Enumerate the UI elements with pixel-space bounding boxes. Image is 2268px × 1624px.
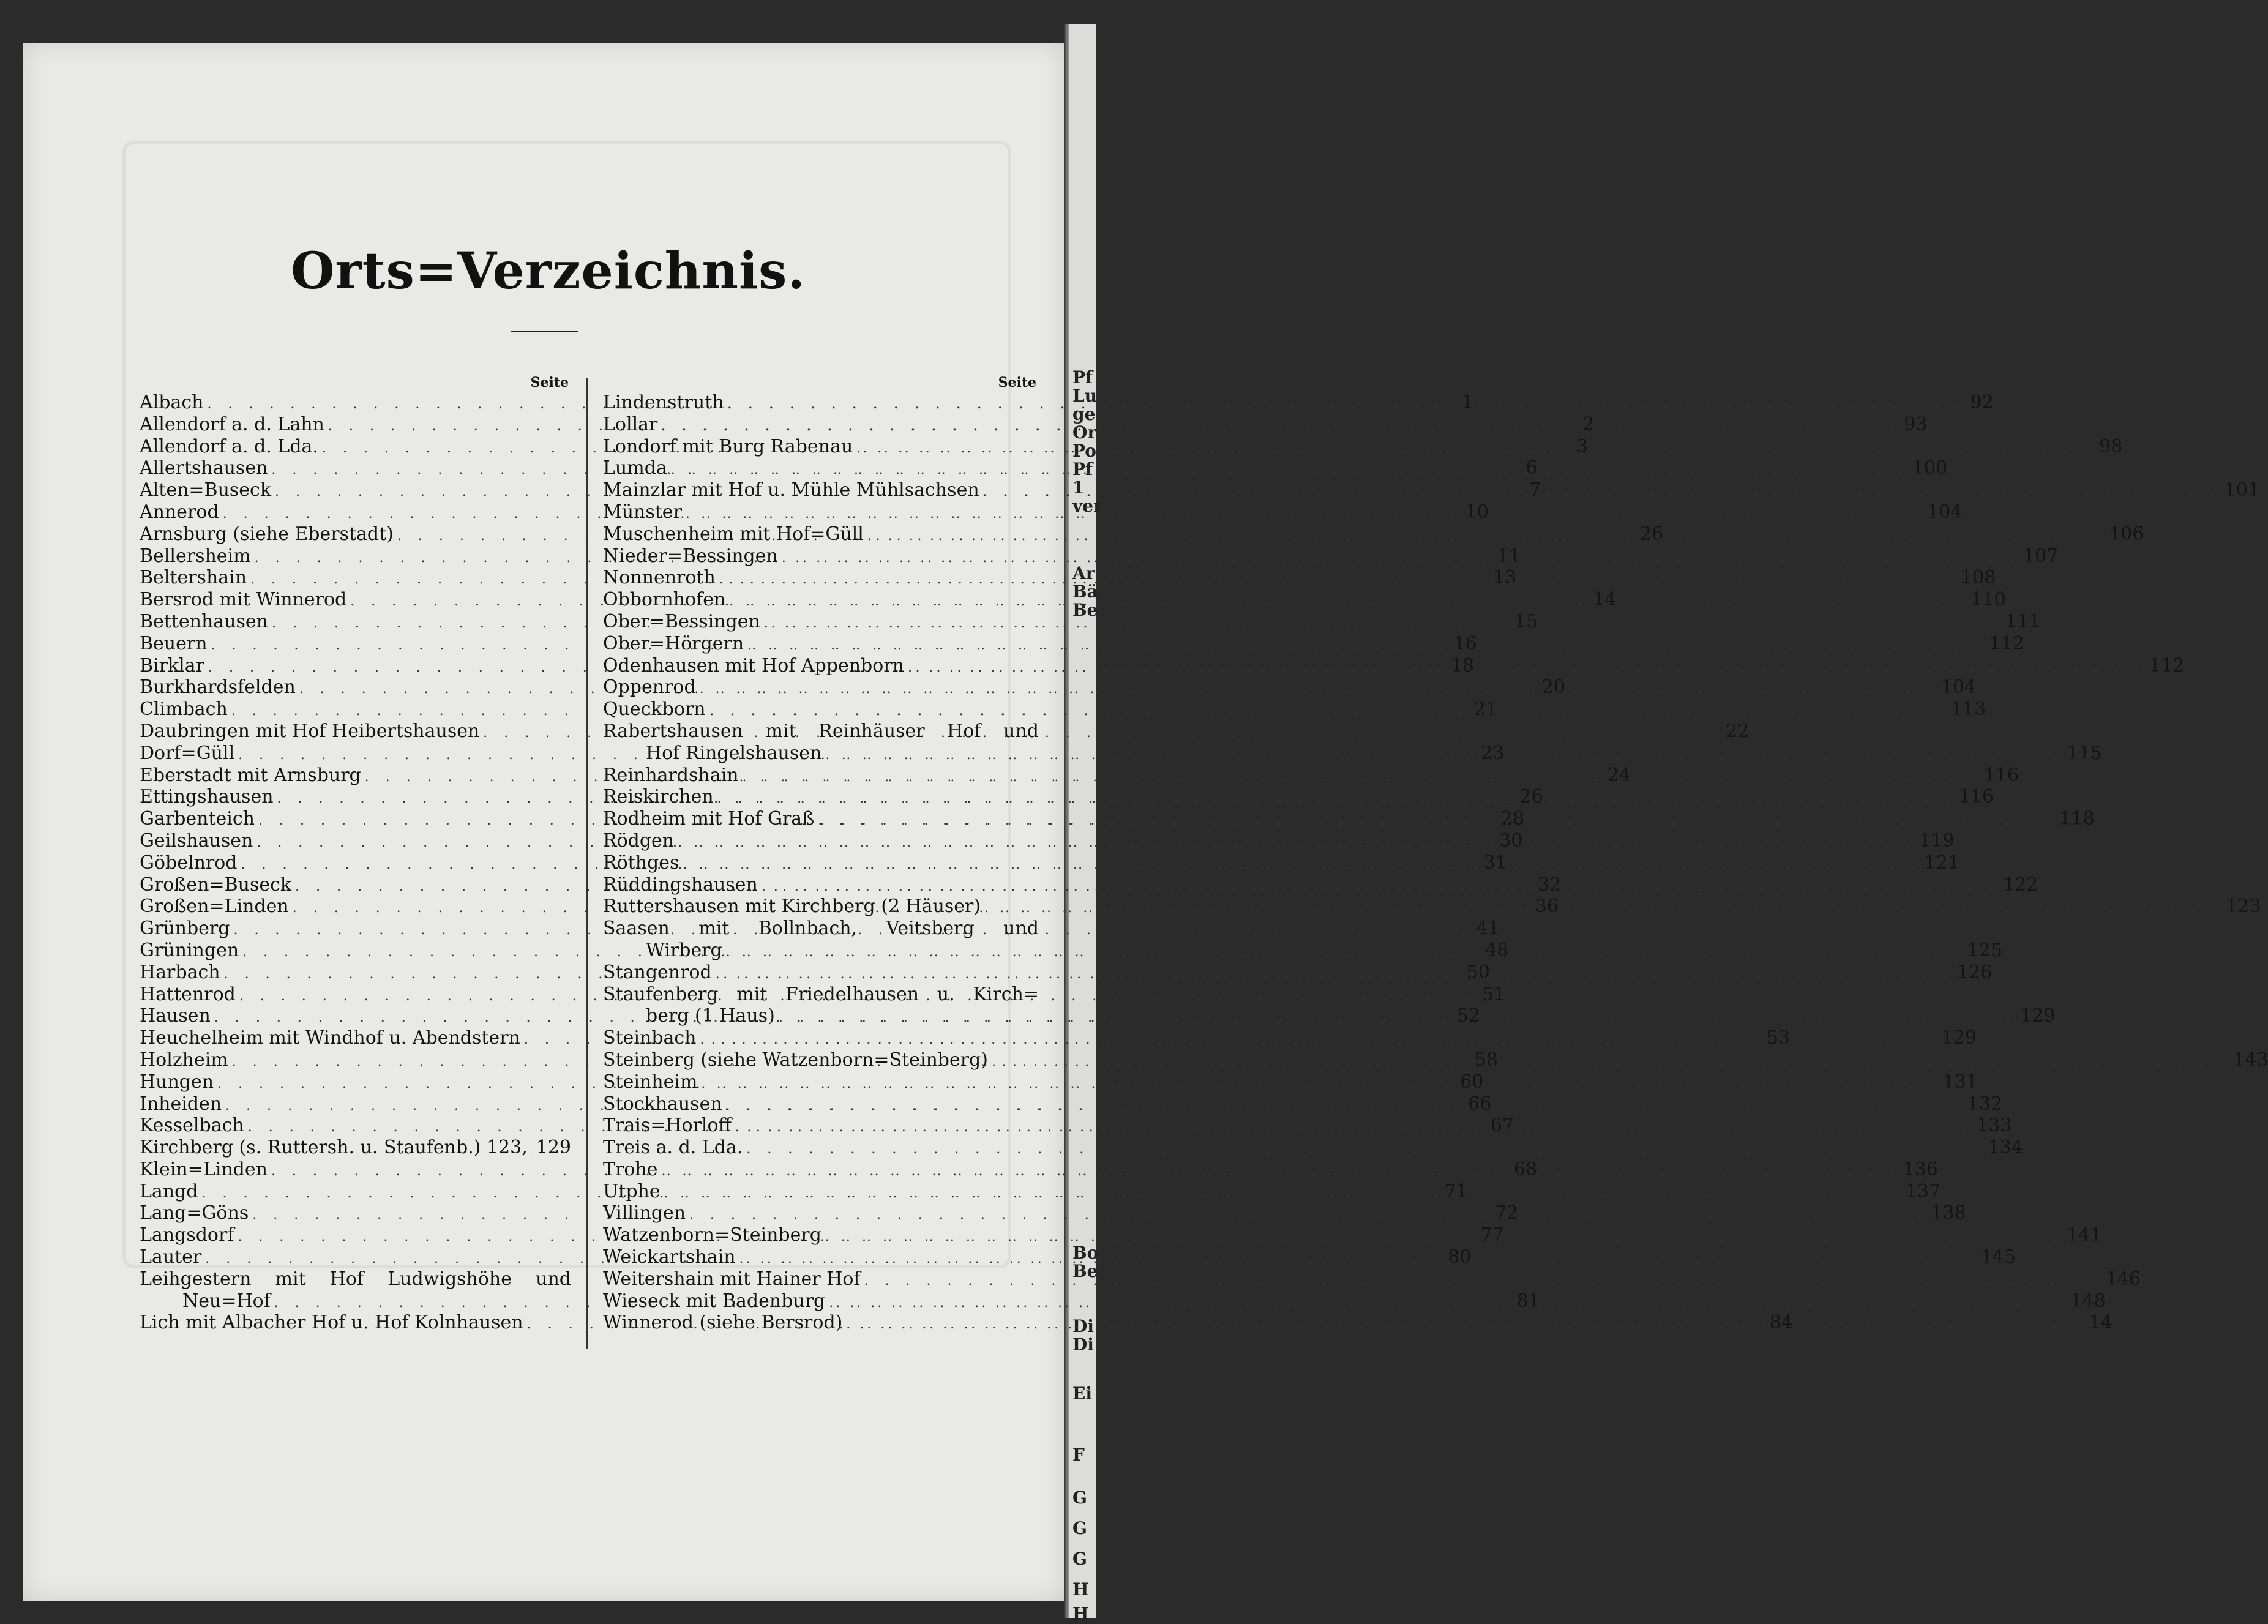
page-number: 71 — [1444, 1180, 1468, 1202]
leader-dots — [984, 897, 2222, 919]
page-number: 129 — [2020, 1005, 2056, 1027]
place-name: Odenhausen mit Hof Appenborn — [603, 654, 904, 676]
page-number: 115 — [2067, 742, 2102, 764]
adjacent-page-text: Di — [1072, 1316, 1094, 1336]
page-number: 26 — [1519, 786, 1543, 808]
page-number: 16 — [1453, 632, 1477, 654]
page-number: 72 — [1495, 1202, 1519, 1224]
page-number: 138 — [1931, 1202, 1966, 1224]
adjacent-page-text: H — [1072, 1579, 1089, 1600]
page-number: 10 — [1465, 501, 1489, 523]
page-number: 143 — [2233, 1049, 2268, 1071]
place-name: Arnsburg (siehe Eberstadt) — [140, 523, 394, 545]
leader-dots — [701, 1073, 1939, 1095]
leader-dots — [728, 394, 1966, 416]
page-number: 20 — [1541, 676, 1565, 698]
place-name: Mainzlar mit Hof u. Mühle Mühlsachsen — [603, 479, 979, 501]
page-number: 112 — [2149, 654, 2185, 676]
adjacent-page-text: Be — [1072, 600, 1098, 620]
adjacent-page-text: H — [1072, 1604, 1089, 1624]
place-name: Saasen mit Bollnbach, Veitsberg und — [603, 918, 1039, 940]
page-number: 137 — [1905, 1180, 1941, 1202]
place-name: Kirchberg (s. Ruttersh. u. Staufenb.) 123, — [140, 1137, 528, 1159]
place-name: Nonnenroth — [603, 567, 716, 589]
page-number: 123 — [2226, 896, 2261, 918]
leader-dots — [531, 1139, 533, 1161]
place-name: Bersrod mit Winnerod — [140, 589, 347, 611]
place-name: Allendorf a. d. Lda. — [140, 435, 318, 457]
page-number: 131 — [1942, 1071, 1978, 1093]
page-number: 146 — [2105, 1268, 2141, 1290]
place-name: Stangenrod — [603, 961, 712, 983]
page-number: 101 — [2224, 479, 2260, 501]
page-number: 24 — [1607, 764, 1631, 786]
page-number: 145 — [1980, 1246, 2016, 1268]
page-number: 136 — [1903, 1158, 1938, 1180]
place-name: Dorf=Güll — [140, 742, 235, 764]
page-number: 31 — [1483, 851, 1507, 874]
place-name: Obbornhofen — [603, 589, 726, 611]
place-name: Lauter — [140, 1246, 202, 1268]
leader-dots — [689, 1204, 1927, 1226]
leader-dots — [867, 525, 2105, 547]
place-name: Neu=Hof — [182, 1290, 271, 1312]
adjacent-page-text: Po — [1072, 441, 1096, 461]
place-name: berg (1 Haus) — [646, 1005, 775, 1027]
leader-dots — [719, 569, 1957, 591]
place-name: Reinhardshain — [603, 764, 739, 786]
place-name: Beuern — [140, 632, 208, 654]
index-entry — [603, 1137, 2023, 1159]
adjacent-page-text: G — [1072, 1487, 1087, 1508]
page-number: 18 — [1450, 654, 1475, 676]
page-number: 14 — [1593, 589, 1617, 611]
place-name: Garbenteich — [140, 808, 255, 830]
place-name: Treis a. d. Lda. — [603, 1137, 743, 1159]
place-name: Eberstadt mit Arnsburg — [140, 764, 361, 786]
place-name: Hattenrod — [140, 983, 236, 1005]
place-name: Oppenrod — [603, 676, 696, 698]
page-number: 141 — [2067, 1224, 2102, 1246]
index-entry — [603, 918, 1039, 940]
leader-dots — [735, 1117, 1973, 1139]
place-name: Holzheim — [140, 1049, 228, 1071]
adjacent-page-text: F — [1072, 1445, 1085, 1465]
place-name: Rödgen — [603, 829, 675, 851]
place-name: Göbelnrod — [140, 851, 238, 874]
place-name: Albach — [140, 392, 204, 413]
page-number: 106 — [2109, 523, 2144, 545]
index-entry — [140, 1268, 571, 1290]
page-number: 48 — [1485, 939, 1509, 961]
place-name: Allendorf a. d. Lahn — [140, 413, 324, 435]
page-number: 129 — [536, 1137, 571, 1159]
page-number: 52 — [1456, 1005, 1481, 1027]
page-number: 15 — [1514, 610, 1538, 632]
leader-dots — [717, 788, 1955, 810]
place-name: Watzenborn=Steinberg — [603, 1224, 821, 1246]
page-number: 125 — [1967, 939, 2003, 961]
page-number: 108 — [1961, 567, 1996, 589]
page-number: 84 — [1769, 1312, 1793, 1334]
place-name: Grünberg — [140, 918, 230, 940]
page-number: 1 — [1461, 392, 1473, 413]
leader-dots — [846, 1314, 2084, 1336]
place-name: Wirberg — [646, 939, 722, 961]
page-number: 93 — [1904, 413, 1928, 435]
place-name: Weitershain mit Hainer Hof — [603, 1268, 861, 1290]
page-number: 148 — [2070, 1290, 2106, 1312]
leader-dots — [829, 1292, 2067, 1314]
leader-dots — [743, 766, 1980, 788]
page-number: 2 — [1582, 413, 1595, 435]
place-name: Ober=Hörgern — [603, 632, 744, 654]
page-number: 111 — [2005, 610, 2041, 632]
page-number: 104 — [1941, 676, 1977, 698]
page-number: 14 — [2089, 1312, 2113, 1334]
page-title: Orts=Verzeichnis. — [291, 242, 806, 301]
leader-dots — [671, 459, 1909, 481]
page-number: 92 — [1970, 392, 1994, 413]
index-entry — [603, 720, 1039, 743]
adjacent-page-text: Be — [1072, 1261, 1098, 1281]
place-name: Nieder=Bessingen — [603, 545, 778, 567]
place-name: Daubringen mit Hof Heibertshausen — [140, 720, 480, 742]
place-name: Weickartshain — [603, 1246, 736, 1268]
place-name: Hungen — [140, 1071, 214, 1093]
page-column-header: Seite — [530, 375, 569, 391]
page-number: 32 — [1538, 874, 1562, 896]
leader-dots — [782, 547, 2019, 569]
place-name: Lollar — [603, 413, 658, 435]
place-name: Climbach — [140, 698, 228, 720]
place-name: Annerod — [140, 501, 219, 523]
place-name: Wieseck mit Badenburg — [603, 1290, 826, 1312]
page-number: 116 — [1958, 786, 1994, 808]
page-number: 30 — [1499, 829, 1523, 851]
page-number: 13 — [1493, 567, 1517, 589]
adjacent-page-text: Bä — [1072, 582, 1098, 602]
adjacent-page-text: ver — [1072, 496, 1102, 516]
leader-dots — [983, 481, 2221, 503]
leader-dots — [779, 1007, 2016, 1029]
page-number: 107 — [2023, 545, 2059, 567]
page-number: 104 — [1927, 501, 1963, 523]
leader-dots — [686, 503, 1923, 525]
page-number: 126 — [1956, 961, 1993, 983]
place-name: Trohe — [603, 1158, 658, 1180]
place-name: Leihgestern mit Hof Ludwigshöhe und — [140, 1268, 571, 1290]
place-name: Geilshausen — [140, 829, 253, 851]
page-number: 68 — [1513, 1158, 1538, 1180]
adjacent-page-text: 1 — [1072, 477, 1085, 498]
place-name: Inheiden — [140, 1093, 222, 1115]
leader-dots — [709, 700, 1947, 722]
page-number: 112 — [1989, 632, 2024, 654]
place-name: Hof Ringelshausen — [646, 742, 822, 764]
adjacent-page-text: Ar — [1072, 563, 1095, 583]
leader-dots — [992, 1051, 2229, 1073]
leader-dots — [739, 1248, 1977, 1270]
page-number: 121 — [1924, 851, 1959, 874]
page-number: 134 — [1988, 1137, 2023, 1159]
place-name: Münster — [603, 501, 682, 523]
leader-dots — [818, 810, 2056, 832]
page-number: 133 — [1977, 1115, 2012, 1137]
place-name: Allertshausen — [140, 457, 268, 479]
adjacent-page-text: Pf — [1072, 367, 1093, 387]
place-name: Alten=Buseck — [140, 479, 272, 501]
leader-dots — [856, 435, 2094, 460]
place-name: Reiskirchen — [603, 786, 714, 808]
page-number: 7 — [1529, 479, 1541, 501]
leader-dots — [716, 961, 1953, 986]
place-name: Villingen — [603, 1202, 686, 1224]
page-number: 77 — [1480, 1224, 1504, 1246]
leader-dots — [678, 829, 1915, 854]
leader-dots — [908, 654, 2146, 679]
place-name: Grüningen — [140, 939, 239, 961]
place-name: Lich mit Albacher Hof u. Hof Kolnhausen — [140, 1312, 523, 1334]
place-name: Hausen — [140, 1005, 211, 1027]
place-name: Steinheim — [603, 1071, 698, 1093]
page-number: 116 — [1983, 764, 2019, 786]
place-name: Birklar — [140, 654, 204, 676]
adjacent-page-text: Ei — [1072, 1383, 1092, 1404]
page-number: 60 — [1460, 1071, 1484, 1093]
place-name: Ruttershausen mit Kirchberg (2 Häuser) — [603, 896, 981, 918]
adjacent-page-text: Pf — [1072, 459, 1093, 479]
place-name: Burkhardsfelden — [140, 676, 296, 698]
leader-dots — [700, 1029, 1938, 1051]
place-name: Harbach — [140, 961, 220, 983]
index-entry — [140, 1137, 571, 1159]
place-name: Ettingshausen — [140, 786, 274, 808]
page-number: 51 — [1481, 983, 1506, 1005]
page-number: 41 — [1476, 918, 1500, 940]
place-name: Stockhausen — [603, 1093, 722, 1115]
index-entry — [603, 984, 1039, 1006]
adjacent-page-text: Bo — [1072, 1243, 1099, 1263]
adjacent-page-text: G — [1072, 1518, 1087, 1538]
page-number: 53 — [1766, 1027, 1791, 1049]
page-number: 26 — [1639, 523, 1664, 545]
page-number: 36 — [1535, 896, 1559, 918]
place-name: Bellersheim — [140, 545, 251, 567]
place-name: Rabertshausen mit Reinhäuser Hof und — [603, 720, 1039, 742]
page-number: 11 — [1497, 545, 1521, 567]
place-name: Steinberg (siehe Watzenborn=Steinberg) — [603, 1049, 988, 1071]
leader-dots — [825, 744, 2063, 766]
leader-dots — [747, 632, 1985, 657]
place-name: Trais=Horloff — [603, 1115, 732, 1137]
leader-dots — [746, 1139, 1984, 1161]
leader-dots — [729, 591, 1967, 613]
adjacent-page-text: ge — [1072, 404, 1096, 424]
page-number: 119 — [1919, 829, 1955, 851]
page-number: 113 — [1950, 698, 1986, 720]
page-number: 28 — [1501, 808, 1525, 830]
page-number: 98 — [2099, 435, 2123, 457]
place-name: Langsdorf — [140, 1224, 234, 1246]
place-name: Rüddingshausen — [603, 874, 758, 896]
place-name: Bettenhausen — [140, 610, 268, 632]
leader-dots — [726, 941, 1964, 964]
page-number: 58 — [1474, 1049, 1498, 1071]
page-number: 3 — [1576, 435, 1589, 457]
place-name: Londorf mit Burg Rabenau — [603, 435, 853, 457]
adjacent-page-text: Di — [1072, 1334, 1094, 1355]
page-column-header: Seite — [998, 375, 1036, 391]
place-name: Steinbach — [603, 1027, 697, 1049]
place-name: Kesselbach — [140, 1115, 244, 1137]
page-number: 100 — [1912, 457, 1948, 479]
adjacent-page-text: G — [1072, 1549, 1087, 1569]
page-number: 81 — [1516, 1290, 1540, 1312]
place-name: Ober=Bessingen — [603, 610, 760, 632]
leader-dots — [825, 1226, 2063, 1248]
place-name: Winnerod (siehe Bersrod) — [603, 1312, 843, 1334]
leader-dots — [762, 876, 1999, 898]
page-number: 6 — [1525, 457, 1538, 479]
page-number: 118 — [2059, 808, 2095, 830]
place-name: Langd — [140, 1180, 198, 1202]
leader-dots — [726, 1095, 1964, 1117]
place-name: Staufenberg mit Friedelhausen u. Kirch= — [603, 983, 1039, 1005]
page-number: 66 — [1468, 1093, 1492, 1115]
page-number: 122 — [2003, 874, 2038, 896]
adjacent-page-text: Or — [1072, 422, 1097, 443]
page-number: 22 — [1726, 720, 1750, 742]
page-number: 21 — [1473, 698, 1497, 720]
leader-dots — [683, 851, 1920, 876]
place-name: Muschenheim mit Hof=Güll — [603, 523, 864, 545]
place-name: Heuchelheim mit Windhof u. Abendstern — [140, 1027, 520, 1049]
page-number: 80 — [1448, 1246, 1472, 1268]
page-number: 129 — [1941, 1027, 1977, 1049]
place-name: Lumda — [603, 457, 667, 479]
page-number: 110 — [1970, 589, 2006, 611]
leader-dots — [864, 1270, 2102, 1292]
place-name: Röthges — [603, 851, 679, 874]
place-name: Queckborn — [603, 698, 706, 720]
index-entry — [603, 479, 2260, 501]
place-name: Großen=Linden — [140, 896, 289, 918]
adjacent-page-text: Lu — [1072, 386, 1098, 406]
place-name: Großen=Buseck — [140, 874, 292, 896]
place-name: Utphe — [603, 1180, 661, 1202]
page-number: 50 — [1466, 961, 1490, 983]
leader-dots — [662, 1158, 1899, 1183]
page-number: 23 — [1481, 742, 1505, 764]
place-name: Rodheim mit Hof Graß — [603, 808, 815, 830]
title-rule — [511, 331, 578, 332]
place-name: Lindenstruth — [603, 392, 724, 413]
page-number: 132 — [1967, 1093, 2003, 1115]
page-number: 67 — [1490, 1115, 1514, 1137]
place-name: Lang=Göns — [140, 1202, 249, 1224]
leader-dots — [664, 1180, 1902, 1205]
place-name: Beltershain — [140, 567, 247, 589]
leader-dots — [700, 678, 1937, 700]
place-name: Klein=Linden — [140, 1158, 268, 1180]
